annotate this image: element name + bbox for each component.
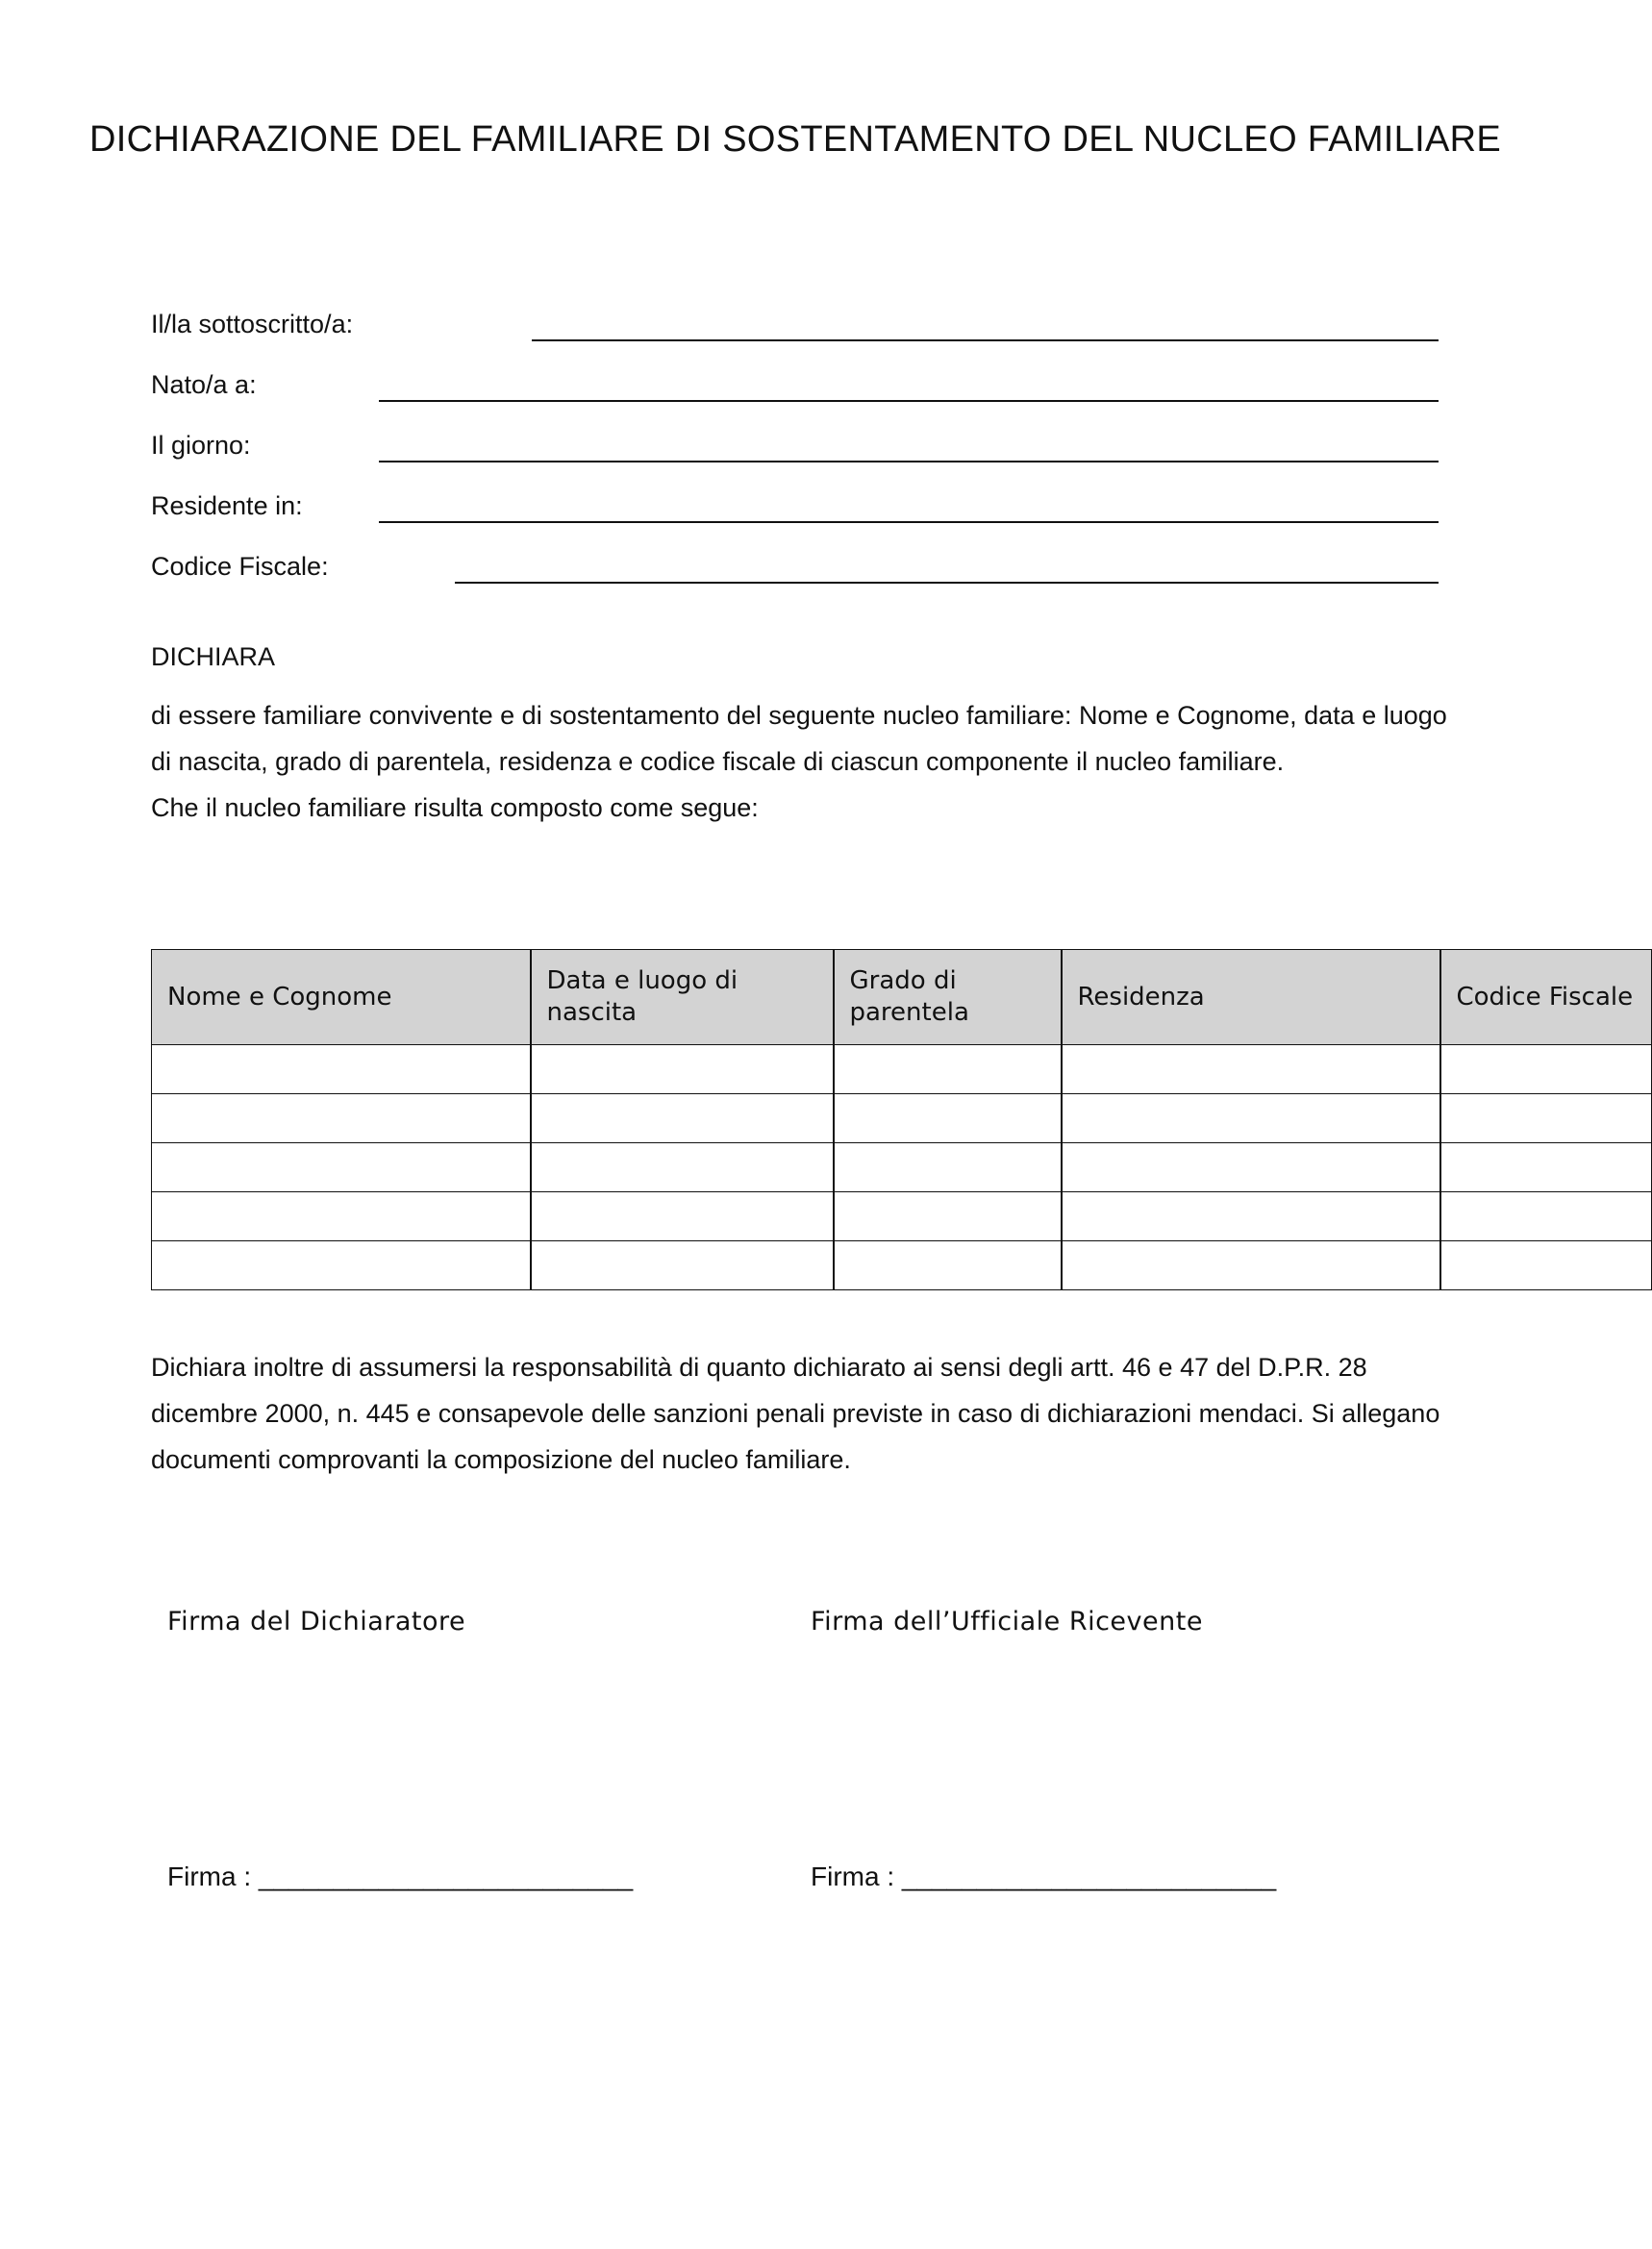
table-row (152, 1241, 1652, 1290)
declarant-signature-field[interactable]: Firma : _________________________ (167, 1862, 634, 1891)
table-cell[interactable] (834, 1094, 1062, 1143)
declaration-heading: DICHIARA (151, 642, 276, 671)
table-cell[interactable] (1440, 1094, 1652, 1143)
header-residenza: Residenza (1062, 950, 1440, 1045)
table-cell[interactable] (834, 1045, 1062, 1094)
table-cell[interactable] (1440, 1241, 1652, 1290)
closing-paragraph (151, 1344, 1459, 1483)
field-label-codice-fiscale: Codice Fiscale: (151, 552, 329, 581)
table-cell[interactable] (152, 1192, 531, 1241)
field-line-giorno[interactable] (379, 461, 1439, 462)
table-cell[interactable] (152, 1045, 531, 1094)
table-cell[interactable] (834, 1143, 1062, 1192)
field-line-nato[interactable] (379, 400, 1439, 402)
table-cell[interactable] (1062, 1241, 1440, 1290)
field-label-residente: Residente in: (151, 491, 303, 520)
header-codice-fiscale: Codice Fiscale (1440, 950, 1652, 1045)
table-cell[interactable] (1440, 1143, 1652, 1192)
field-label-nato: Nato/a a: (151, 370, 257, 399)
field-line-codice-fiscale[interactable] (455, 582, 1439, 584)
document-title: DICHIARAZIONE DEL FAMILIARE DI SOSTENTAMENTO DEL NUCLEO FAMILIARE (89, 119, 1501, 160)
table-cell[interactable] (531, 1143, 834, 1192)
table-cell[interactable] (531, 1192, 834, 1241)
field-label-sottoscritto: Il/la sottoscritto/a: (151, 310, 354, 338)
table-cell[interactable] (531, 1241, 834, 1290)
header-nome-cognome: Nome e Cognome (152, 950, 531, 1045)
table-cell[interactable] (1440, 1045, 1652, 1094)
table-row (152, 1143, 1652, 1192)
field-line-residente[interactable] (379, 521, 1439, 523)
closing-text: Dichiara inoltre di assumersi la responsabilità di quanto dichiarato ai sensi degli artt. 46 e 47 del D.P.R. 28 dicembre 2000, n. 445 e consapevole delle sanzioni penali previste in caso di dichiarazioni mendaci. Si allegano documenti comprovanti la composizione del nucleo familiare. (151, 1353, 1440, 1474)
family-table-container (151, 949, 1634, 1289)
declaration-paragraph (151, 692, 1459, 831)
declaration-text-2: Che il nucleo familiare risulta composto come segue: (151, 793, 759, 822)
table-row (152, 1045, 1652, 1094)
header-data-luogo-nascita: Data e luogo di nascita (531, 950, 834, 1045)
table-cell[interactable] (152, 1241, 531, 1290)
table-cell[interactable] (1062, 1094, 1440, 1143)
family-table (151, 949, 1652, 1290)
field-label-giorno: Il giorno: (151, 431, 251, 460)
table-cell[interactable] (531, 1045, 834, 1094)
table-cell[interactable] (1440, 1192, 1652, 1241)
officer-signature-label: Firma dell’Ufficiale Ricevente (811, 1607, 1203, 1637)
table-row (152, 1192, 1652, 1241)
declaration-text-1: di essere familiare convivente e di sostentamento del seguente nucleo familiare: Nome e Cognome, data e luogo di nascita, grado di parentela, residenza e codice fiscale di ciascun componente il nucleo familiare. (151, 701, 1447, 776)
table-row (152, 1094, 1652, 1143)
officer-signature-field[interactable]: Firma : _________________________ (811, 1862, 1277, 1891)
field-line-sottoscritto[interactable] (532, 339, 1439, 341)
header-grado-parentela: Grado di parentela (834, 950, 1062, 1045)
table-cell[interactable] (531, 1094, 834, 1143)
table-cell[interactable] (152, 1143, 531, 1192)
declarant-signature-label: Firma del Dichiaratore (167, 1607, 466, 1637)
table-cell[interactable] (1062, 1192, 1440, 1241)
table-cell[interactable] (834, 1241, 1062, 1290)
table-cell[interactable] (1062, 1143, 1440, 1192)
table-header-row (152, 950, 1652, 1045)
table-cell[interactable] (834, 1192, 1062, 1241)
table-cell[interactable] (1062, 1045, 1440, 1094)
table-cell[interactable] (152, 1094, 531, 1143)
